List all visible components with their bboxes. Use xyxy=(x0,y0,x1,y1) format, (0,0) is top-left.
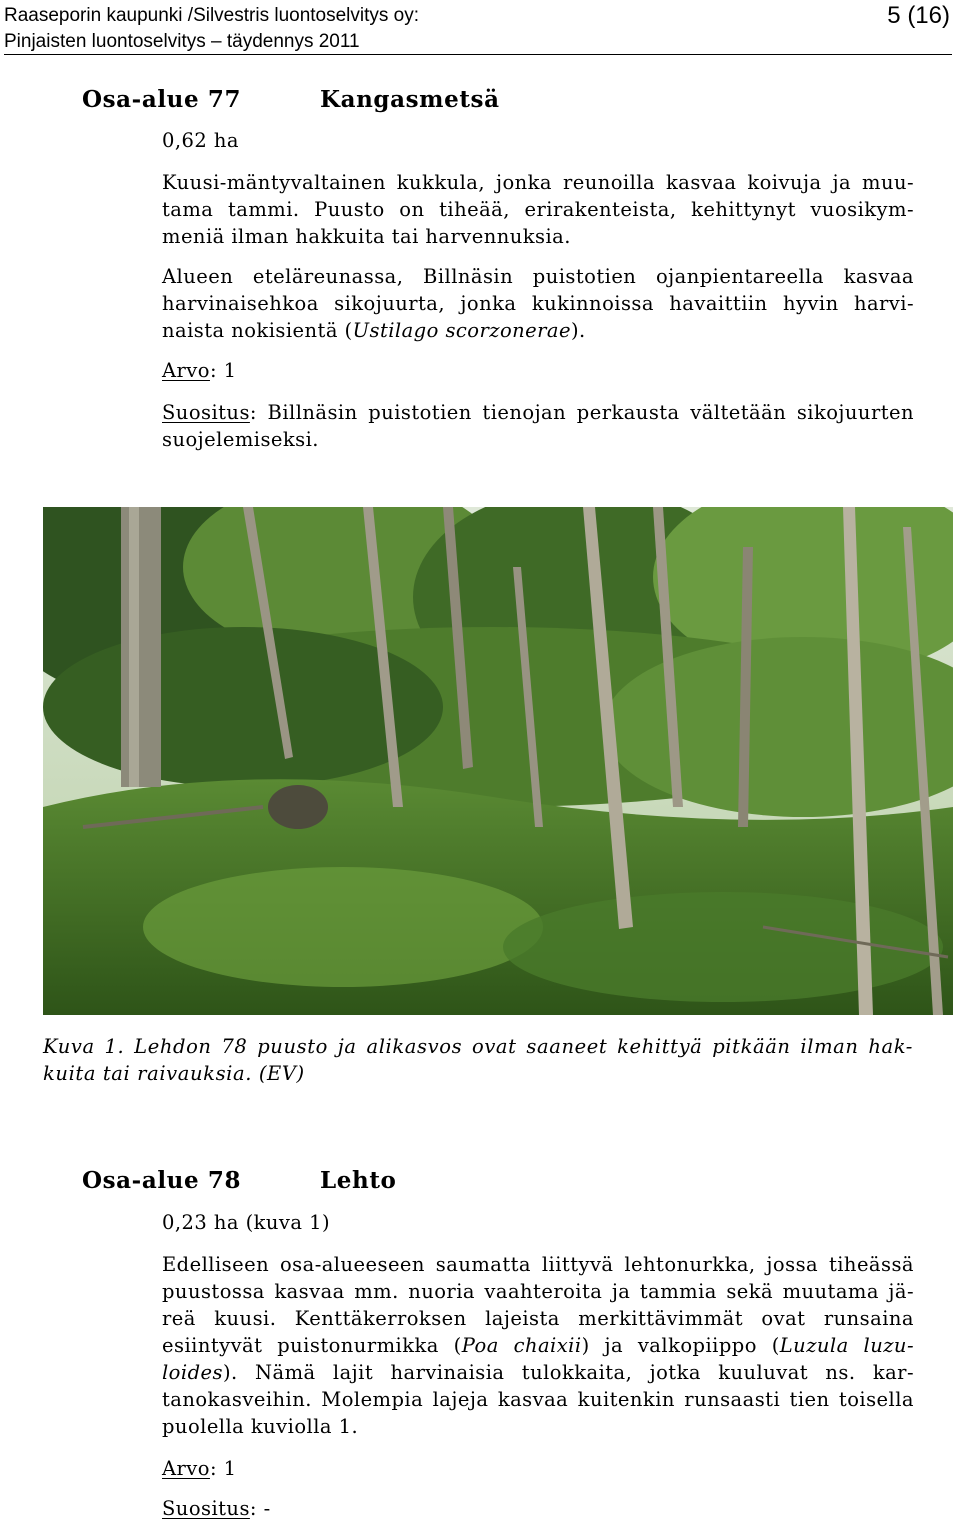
section-77-suositus: Suositus: Billnäsin puistotien tienojan perkausta vältetään sikojuurten suojelemiseksi. xyxy=(162,401,914,451)
section-78-arvo: Arvo: 1 xyxy=(162,1457,237,1480)
species-name: Poa chaixii xyxy=(461,1334,582,1357)
forest-photo-illustration xyxy=(43,507,953,1015)
section-77-paragraph-1: Kuusi-mäntyvaltainen kukkula, jonka reunoilla kasvaa koivuja ja muu- tama tammi. Puusto on tiheää, erirakenteista, kehittynyt vuosikym- meniä ilman hakkuita tai harvennuksia. xyxy=(162,171,914,248)
forest-photo xyxy=(43,507,953,1015)
section-78-paragraph: Edelliseen osa-alueeseen saumatta liittyvä lehtonurkka, jossa tiheässä puustossa kasvaa mm. nuoria vaahteroita ja tammia sekä muutama jä- reä kuusi. Kenttäkerroksen lajeista merkittävimmät ovat runsaina esiintyvät puistonurmikka (Poa chaixii) ja valkopiippo (Luzula luzu- loides). Nämä lajit harvinaisia tulokkaita, jotka kuuluvat ns. kar- tanokasveihin. Molempia lajeja kasvaa kuitenkin runsaasti tien toisella puolella kuviolla 1. xyxy=(162,1253,914,1438)
section-77-title: Osa-alue 77 xyxy=(82,86,242,113)
section-78-title: Osa-alue 78 xyxy=(82,1167,242,1194)
species-name: loides xyxy=(162,1361,223,1384)
photo-caption: Kuva 1. Lehdon 78 puusto ja alikasvos ovat saaneet kehittyä pitkään ilman hak- kuita tai raivauksia. (EV) xyxy=(43,1035,913,1085)
section-77-paragraph-2: Alueen eteläreunassa, Billnäsin puistotien ojanpientareella kasvaa harvinaisehkoa sikojuurta, jonka kukinnoissa havaittiin hyvin harvi- naista nokisientä (Ustilago scorzonerae). xyxy=(162,265,914,342)
species-name: Luzula luzu- xyxy=(779,1334,914,1357)
page-header xyxy=(4,2,952,55)
section-78-type: Lehto xyxy=(320,1167,397,1194)
section-78-area: 0,23 ha (kuva 1) xyxy=(162,1211,331,1234)
species-name: Ustilago scorzonerae xyxy=(352,319,571,342)
section-78-suositus: Suositus: - xyxy=(162,1497,271,1520)
section-77-area: 0,62 ha xyxy=(162,129,239,152)
section-77-type: Kangasmetsä xyxy=(320,86,500,113)
section-77-arvo: Arvo: 1 xyxy=(162,359,237,382)
header-line-2: Pinjaisten luontoselvitys – täydennys 2011 xyxy=(4,31,360,52)
header-line-1: Raaseporin kaupunki /Silvestris luontoselvitys oy: xyxy=(4,5,420,26)
page-number: 5 (16) xyxy=(887,2,950,29)
